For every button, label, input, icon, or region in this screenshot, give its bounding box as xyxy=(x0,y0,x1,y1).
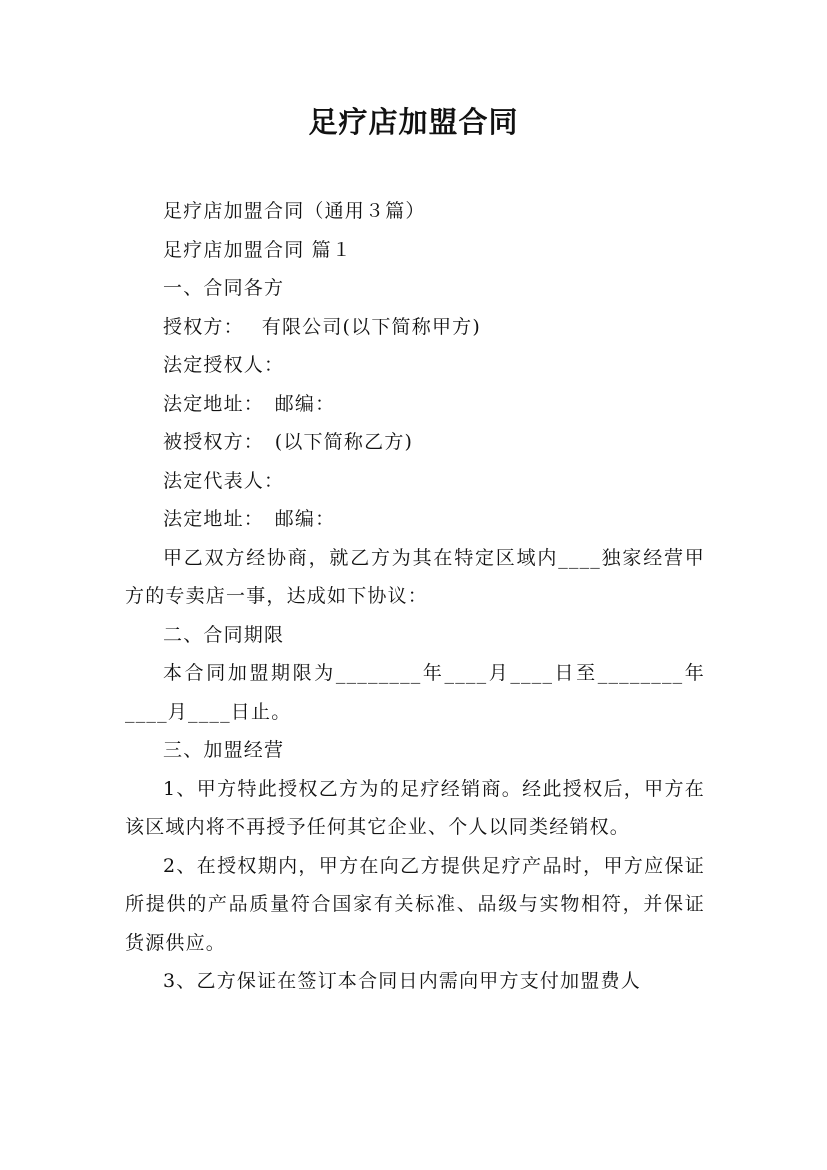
paragraph-licensor-address: 法定地址： 邮编： xyxy=(163,392,336,415)
paragraph-clause-3: 3、乙方保证在签订本合同日内需向甲方支付加盟费人 xyxy=(163,970,641,992)
paragraph-section-heading: 足疗店加盟合同 篇１ xyxy=(163,238,353,261)
paragraph-clause-2: 2、在授权期内，甲方在向乙方提供足疗产品时，甲方应保证所提供的产品质量符合国家有关标准、品级与实物相符，并保证货源供应。 xyxy=(125,854,705,954)
paragraph-licensor: 授权方： 有限公司(以下简称甲方) xyxy=(163,315,481,338)
paragraph-agreement-intro: 甲乙双方经协商，就乙方为其在特定区域内____独家经营甲方的专卖店一事，达成如下协议： xyxy=(125,546,705,607)
paragraph-clause-1: 1、甲方特此授权乙方为的足疗经销商。经此授权后，甲方在该区域内将不再授予任何其它企业、个人以同类经销权。 xyxy=(125,777,705,838)
document-title: 足疗店加盟合同 xyxy=(308,105,519,139)
document-body xyxy=(125,192,705,1001)
paragraph-term-heading: 二、合同期限 xyxy=(163,623,285,646)
paragraph-term: 本合同加盟期限为________年____月____日至________年____月____日止。 xyxy=(125,662,705,723)
paragraph-licensee: 被授权方： (以下简称乙方) xyxy=(163,431,414,453)
paragraph-licensor-rep: 法定授权人： xyxy=(163,354,285,376)
paragraph-licensee-rep: 法定代表人： xyxy=(163,469,285,492)
paragraph-parties-heading: 一、合同各方 xyxy=(163,277,285,299)
paragraph-licensee-address: 法定地址： 邮编： xyxy=(163,508,336,530)
paragraph-operation-heading: 三、加盟经营 xyxy=(163,739,285,761)
paragraph-subtitle: 足疗店加盟合同（通用３篇） xyxy=(163,200,426,222)
